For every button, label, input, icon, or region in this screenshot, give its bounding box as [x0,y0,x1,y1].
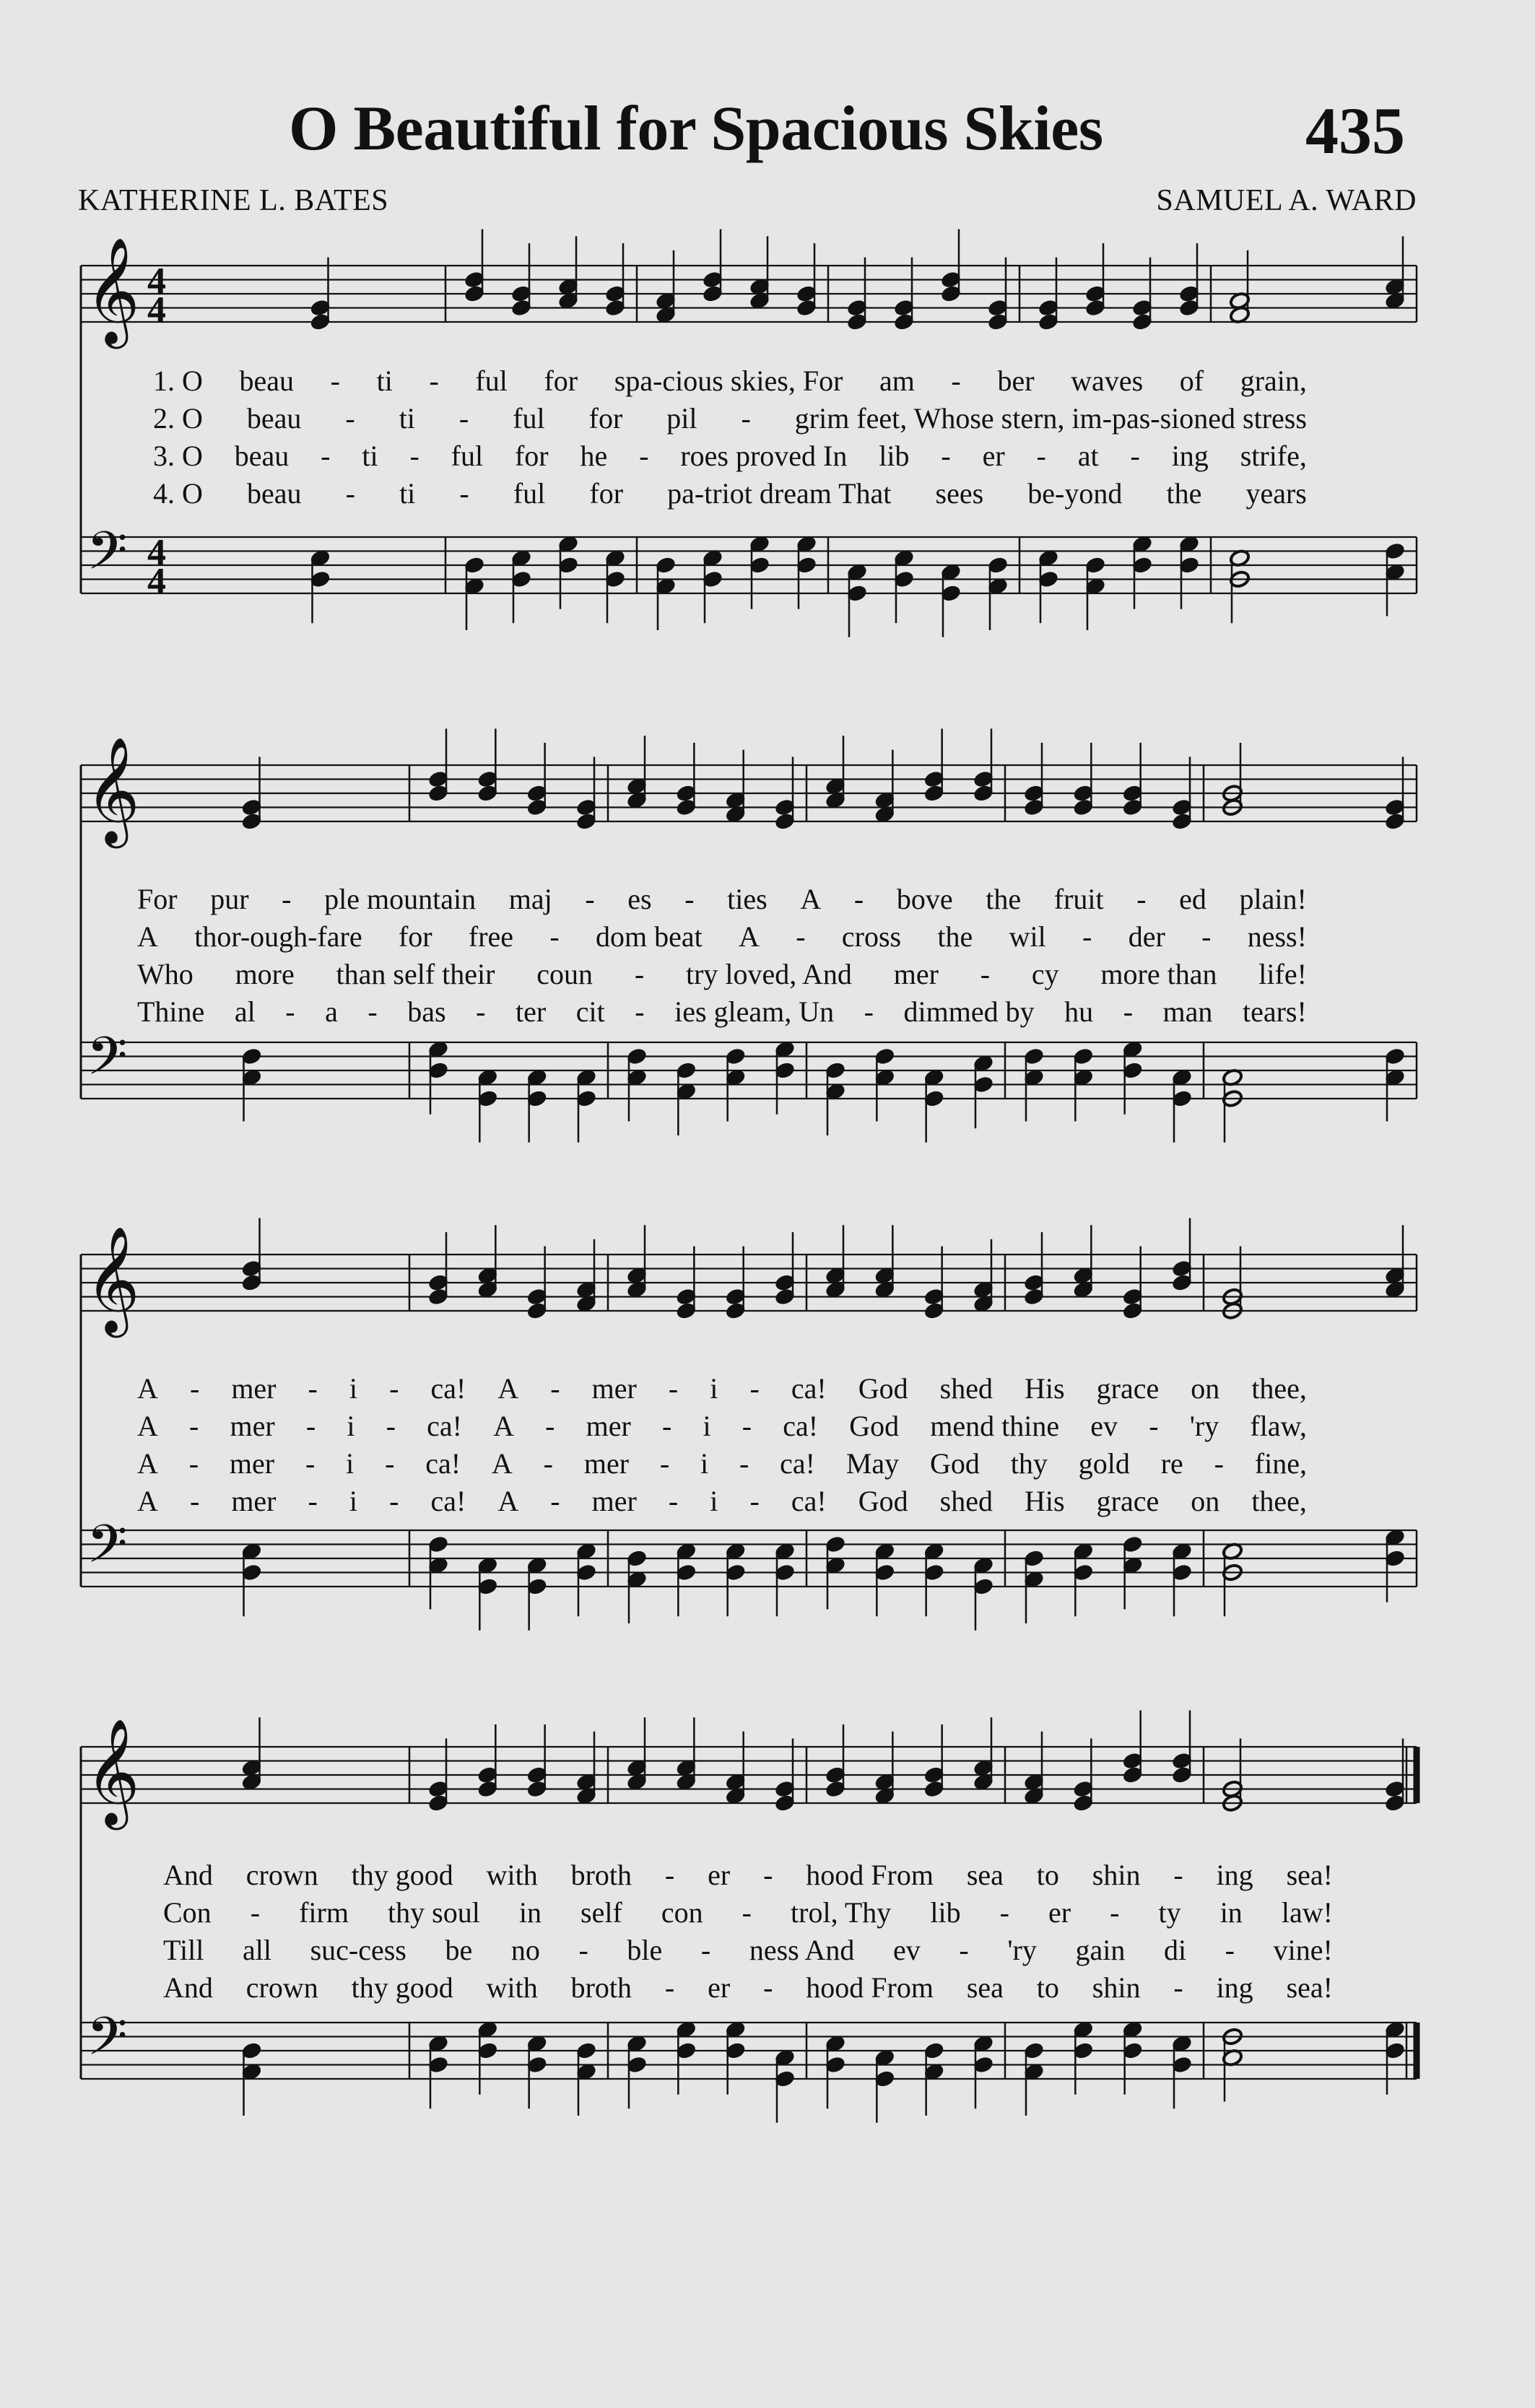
lyric-syllable: - [549,920,560,953]
lyric-syllable: ful [513,477,546,510]
lyric-syllable: - [749,1485,760,1517]
lyric-syllable: life! [1258,958,1307,990]
lyric-syllable: fine, [1254,1447,1307,1480]
lyrics-system-3-verse-4 [137,1487,1307,1516]
lyric-syllable: hood From [806,1971,934,2004]
lyric-syllable: broth [570,1859,632,1891]
lyric-syllable: 'ry [1007,1934,1037,1966]
lyrics-system-1-verse-3 [153,442,1307,471]
lyric-syllable: trol, Thy [791,1896,892,1929]
lyric-syllable: at [1077,440,1099,472]
lyric-syllable: grim feet, Whose stern, im-pas-sioned stress [794,402,1307,435]
lyric-syllable: to [1036,1859,1059,1891]
lyric-syllable: - [684,883,695,915]
lyric-syllable: pil [666,402,697,435]
lyric-syllable: ple mountain [324,883,477,915]
lyric-syllable: - [368,995,378,1028]
lyric-syllable: for [589,477,624,510]
lyric-syllable: 'ry [1189,1410,1219,1442]
lyrics-system-3-verse-1 [137,1374,1307,1403]
lyric-syllable: the [986,883,1022,915]
lyric-syllable: thy [1010,1447,1048,1480]
bass-clef-icon: 𝄢 [87,520,128,594]
lyric-syllable: ties [727,883,768,915]
lyric-syllable: ed [1179,883,1206,915]
lyric-syllable: - [1136,883,1147,915]
treble-clef-icon: 𝄞 [85,1226,140,1333]
lyric-syllable: years [1245,477,1307,510]
lyric-syllable: A [800,883,822,915]
lyric-syllable: - [189,1372,200,1405]
lyric-syllable: mer [591,1372,637,1405]
lyric-syllable: - [763,1859,773,1891]
lyric-syllable: - [409,440,419,472]
lyric-syllable: er [1048,1896,1071,1929]
time-signature-bottom: 4 [147,289,166,331]
lyric-syllable: thy good [351,1859,453,1891]
lyric-syllable: mer [583,1447,630,1480]
lyric-syllable: - [389,1372,399,1405]
lyric-syllable: ful [475,365,508,397]
lyric-syllable: And [163,1971,213,2004]
lyric-syllable: God [858,1485,908,1517]
time-signature-bottom: 4 [147,561,166,602]
lyric-syllable: - [1110,1896,1120,1929]
lyric-syllable: the [1166,477,1202,510]
lyric-syllable: - [330,365,340,397]
lyrics-system-1-verse-1 [153,367,1307,396]
lyric-syllable: for [544,365,578,397]
lyric-syllable: al [234,995,256,1028]
lyric-syllable: flaw, [1250,1410,1307,1442]
lyric-syllable: more [235,958,295,990]
lyric-syllable: firm [299,1896,349,1929]
lyric-syllable: - [1149,1410,1159,1442]
lyric-syllable: in [518,1896,542,1929]
lyric-syllable: - [659,1447,670,1480]
lyric-syllable: hood From [806,1859,934,1891]
lyric-syllable: for [398,920,432,953]
lyric-syllable: ti [399,402,415,435]
lyric-syllable: ness! [1247,920,1307,953]
lyric-syllable: ty [1158,1896,1181,1929]
lyric-syllable: di [1163,1934,1187,1966]
lyric-syllable: - [321,440,331,472]
lyric-syllable: maj [508,883,552,915]
lyric-syllable: tears! [1242,995,1307,1028]
lyric-syllable: - [980,958,991,990]
lyric-syllable: cit [575,995,605,1028]
lyric-syllable: - [250,1896,261,1929]
lyric-syllable: - [1123,995,1134,1028]
lyric-syllable: spa-cious skies, For [614,365,843,397]
lyric-syllable: A [137,1372,158,1405]
lyric-syllable: plain! [1239,883,1307,915]
lyric-syllable: ev [893,1934,921,1966]
lyric-syllable: - [664,1859,675,1891]
lyrics-system-3-verse-2 [137,1412,1307,1441]
lyric-syllable: lib [930,1896,961,1929]
lyric-syllable: strife, [1240,440,1307,472]
lyric-syllable: er [982,440,1005,472]
lyric-syllable: coun [536,958,593,990]
lyric-syllable: - [188,1447,199,1480]
lyric-syllable: A [497,1485,519,1517]
lyric-syllable: man [1162,995,1213,1028]
lyric-syllable: ca! [780,1447,815,1480]
lyric-syllable: - [345,402,355,435]
lyric-syllable: For [137,883,178,915]
lyric-syllable: - [853,883,864,915]
lyric-syllable: - [585,883,595,915]
lyric-syllable: - [739,1447,749,1480]
lyric-syllable: more than [1100,958,1217,990]
lyric-syllable: - [476,995,486,1028]
lyric-syllable: A [137,1447,158,1480]
lyric-syllable: crown [245,1971,318,2004]
lyrics-system-3-verse-3 [137,1449,1307,1478]
lyric-syllable: God [930,1447,980,1480]
lyric-syllable: cross [841,920,902,953]
lyric-syllable: er [708,1971,731,2004]
lyric-syllable: - [661,1410,672,1442]
lyric-syllable: ca! [791,1485,827,1517]
bass-clef-icon: 𝄢 [87,1025,128,1099]
lyric-syllable: - [741,402,751,435]
treble-clef-icon: 𝄞 [85,736,140,844]
lyric-syllable: be-yond [1027,477,1123,510]
lyric-syllable: mer [230,1410,275,1442]
lyric-syllable: beau [247,477,302,510]
lyric-syllable: con [661,1896,703,1929]
lyric-syllable: free [468,920,514,953]
treble-clef-icon: 𝄞 [85,237,140,344]
lyric-syllable: try loved, And [685,958,852,990]
lyric-syllable: mer [231,1372,277,1405]
lyric-syllable: thor-ough-fare [194,920,362,953]
lyric-syllable: - [1036,440,1046,472]
lyric-syllable: ca! [430,1372,466,1405]
lyric-syllable: all [242,1934,271,1966]
lyric-syllable: law! [1281,1896,1333,1929]
lyric-syllable: - [545,1410,555,1442]
lyric-syllable: - [308,1485,318,1517]
lyric-syllable: - [1173,1971,1183,2004]
lyric-syllable: A [497,1372,519,1405]
lyric-syllable: A [137,1485,158,1517]
lyric-syllable: - [742,1410,752,1442]
lyric-syllable: ies gleam, Un [674,995,835,1028]
hymn-title: O Beautiful for Spacious Skies [289,94,1103,164]
lyric-syllable: - [305,1447,316,1480]
lyric-syllable: mer [231,1485,277,1517]
lyric-syllable: - [345,477,355,510]
lyric-syllable: shed [939,1485,993,1517]
lyric-syllable: A [493,1410,514,1442]
lyric-syllable: i [347,1410,355,1442]
lyric-syllable: - [742,1896,752,1929]
lyric-syllable: i [346,1447,355,1480]
lyric-syllable: - [664,1971,675,2004]
lyric-syllable: And [163,1859,213,1891]
lyric-syllable: - [668,1485,679,1517]
lyric-syllable: ber [997,365,1035,397]
lyric-syllable: - [285,995,295,1028]
lyrics-system-1-verse-4 [153,479,1307,508]
lyric-syllable: - [458,402,469,435]
lyric-syllable: His [1025,1485,1065,1517]
lyrics-system-4-verse-3 [163,1936,1333,1965]
lyric-syllable: ness And [749,1934,855,1966]
lyric-syllable: ing [1216,1971,1253,2004]
lyric-syllable: he [580,440,608,472]
lyric-syllable: - [635,995,645,1028]
lyric-syllable: i [700,1447,709,1480]
lyric-syllable: - [1082,920,1092,953]
lyric-syllable: gold [1078,1447,1130,1480]
lyric-syllable: - [459,477,469,510]
lyric-syllable: - [700,1934,711,1966]
lyric-syllable: bove [896,883,953,915]
lyric-syllable: - [634,958,645,990]
lyric-syllable: - [763,1971,773,2004]
lyric-syllable: A [739,920,760,953]
lyric-syllable: for [588,402,623,435]
lyric-syllable: beau [234,440,290,472]
lyrics-system-4-verse-2 [163,1898,1333,1927]
lyric-syllable: mend thine [930,1410,1060,1442]
lyric-syllable: - [1130,440,1140,472]
lyric-syllable: - [308,1372,318,1405]
lyric-syllable: mer [893,958,939,990]
lyric-syllable: broth [570,1971,632,2004]
lyric-syllable: sea! [1286,1971,1333,2004]
lyric-syllable: mer [229,1447,275,1480]
lyric-syllable: no [510,1934,540,1966]
lyric-syllable: mer [586,1410,631,1442]
lyric-syllable: His [1025,1372,1065,1405]
lyric-syllable: pur [210,883,249,915]
lyric-syllable: i [710,1372,718,1405]
lyric-syllable: dom beat [596,920,703,953]
lyrics-system-4-verse-1 [163,1861,1333,1890]
author-credit: KATHERINE L. BATES [78,184,389,217]
lyrics-system-2-verse-1 [137,885,1307,914]
lyric-syllable: gain [1075,1934,1126,1966]
lyric-syllable: with [486,1859,538,1891]
lyric-syllable: ca! [783,1410,819,1442]
lyric-syllable: thy good [351,1971,453,2004]
lyric-syllable: es [627,883,652,915]
lyric-syllable: re [1160,1447,1183,1480]
lyric-syllable: - [386,1410,396,1442]
lyric-syllable: i [349,1485,358,1517]
lyric-syllable: crown [245,1859,318,1891]
lyric-syllable: ble [627,1934,663,1966]
lyric-syllable: am [879,365,915,397]
lyric-syllable: ti [399,477,416,510]
lyric-syllable: mer [591,1485,637,1517]
lyric-syllable: shin [1092,1971,1141,2004]
lyric-syllable: grace [1096,1372,1160,1405]
lyric-syllable: sea [966,1971,1004,2004]
lyric-syllable: - [639,440,649,472]
lyric-syllable: ev [1090,1410,1118,1442]
lyric-syllable: thy soul [388,1896,480,1929]
lyric-syllable: 1. O [153,365,203,397]
lyric-syllable: ca! [425,1447,461,1480]
lyric-syllable: - [951,365,961,397]
lyric-syllable: Con [163,1896,212,1929]
lyric-syllable: 3. O [153,440,203,472]
lyric-syllable: May [845,1447,900,1480]
lyric-syllable: fruit [1053,883,1104,915]
lyric-syllable: - [189,1410,199,1442]
lyric-syllable: A [137,1410,158,1442]
lyric-syllable: A [491,1447,513,1480]
lyric-syllable: i [349,1372,358,1405]
lyric-syllable: Thine [137,995,205,1028]
hymn-number: 435 [1305,94,1405,167]
lyric-syllable: than self their [336,958,495,990]
lyric-syllable: bas [407,995,446,1028]
lyric-syllable: thee, [1251,1372,1307,1405]
lyric-syllable: in [1219,1896,1243,1929]
lyric-syllable: beau [239,365,295,397]
lyric-syllable: God [858,1372,908,1405]
lyric-syllable: ter [515,995,547,1028]
lyric-syllable: - [796,920,806,953]
lyric-syllable: 2. O [153,402,203,435]
lyric-syllable: on [1191,1372,1220,1405]
lyric-syllable: a [325,995,338,1028]
lyric-syllable: shed [939,1372,993,1405]
lyric-syllable: - [305,1410,316,1442]
lyric-syllable: - [1214,1447,1224,1480]
lyric-syllable: be [445,1934,473,1966]
lyric-syllable: wil [1009,920,1046,953]
lyric-syllable: - [282,883,292,915]
lyric-syllable: beau [246,402,302,435]
lyric-syllable: - [578,1934,588,1966]
lyric-syllable: cy [1031,958,1059,990]
lyric-syllable: roes proved In [680,440,848,472]
composer-credit: SAMUEL A. WARD [1156,184,1417,217]
lyric-syllable: - [389,1485,399,1517]
lyric-syllable: God [849,1410,900,1442]
lyric-syllable: pa-triot dream That [667,477,892,510]
lyric-syllable: der [1128,920,1165,953]
bass-clef-icon: 𝄢 [87,1513,128,1587]
lyric-syllable: - [1173,1859,1183,1891]
lyric-syllable: ful [451,440,484,472]
lyrics-system-4-verse-4 [163,1973,1333,2002]
lyric-syllable: ing [1216,1859,1253,1891]
lyric-syllable: Who [137,958,193,990]
lyric-syllable: - [189,1485,200,1517]
lyric-syllable: vine! [1273,1934,1333,1966]
lyric-syllable: ca! [430,1485,466,1517]
lyric-syllable: to [1036,1971,1059,2004]
lyrics-system-1-verse-2 [153,404,1307,433]
lyric-syllable: ing [1171,440,1209,472]
time-signature-top: 4 [147,532,166,573]
treble-clef-icon: 𝄞 [85,1718,140,1825]
lyric-syllable: lib [879,440,910,472]
lyric-syllable: - [543,1447,553,1480]
lyric-syllable: sees [935,477,984,510]
lyric-syllable: waves [1071,365,1144,397]
lyric-syllable: shin [1092,1859,1141,1891]
lyrics-system-2-verse-4 [137,995,1307,1028]
lyric-syllable: - [668,1372,679,1405]
lyric-syllable: Till [163,1934,204,1966]
lyrics-system-2-verse-2 [137,922,1307,951]
lyric-syllable: ti [362,440,378,472]
lyric-syllable: i [710,1485,718,1517]
bass-clef-icon: 𝄢 [87,2005,128,2080]
lyric-syllable: grace [1096,1485,1160,1517]
lyric-syllable: - [550,1372,560,1405]
lyric-syllable: self [580,1896,622,1929]
lyric-syllable: on [1191,1485,1220,1517]
lyric-syllable: ful [513,402,545,435]
lyric-syllable: - [749,1372,760,1405]
lyric-syllable: thee, [1251,1485,1307,1517]
lyric-syllable: i [703,1410,711,1442]
time-signature-top: 4 [147,261,166,302]
lyric-syllable: - [1225,1934,1235,1966]
lyric-syllable: ti [376,365,393,397]
lyric-syllable: - [429,365,439,397]
lyric-syllable: ca! [427,1410,462,1442]
lyric-syllable: sea [966,1859,1004,1891]
lyric-syllable: hu [1064,995,1094,1028]
lyric-syllable: for [514,440,549,472]
lyric-syllable: dimmed by [903,995,1035,1028]
lyric-syllable: the [937,920,973,953]
lyric-syllable: er [708,1859,731,1891]
lyric-syllable: suc-cess [310,1934,406,1966]
lyrics-system-2-verse-3 [137,960,1307,989]
lyric-syllable: ca! [791,1372,827,1405]
lyric-syllable: of [1179,365,1204,397]
lyric-syllable: 4. O [153,477,203,510]
lyric-syllable: - [1201,920,1212,953]
lyric-syllable: - [550,1485,560,1517]
lyric-syllable: - [385,1447,395,1480]
lyric-syllable: with [486,1971,538,2004]
lyric-syllable: - [864,995,874,1028]
lyric-syllable: - [999,1896,1009,1929]
lyric-syllable: sea! [1286,1859,1333,1891]
lyric-syllable: - [941,440,951,472]
lyric-syllable: grain, [1240,365,1307,397]
lyric-syllable: - [959,1934,969,1966]
lyric-syllable: A [137,920,158,953]
